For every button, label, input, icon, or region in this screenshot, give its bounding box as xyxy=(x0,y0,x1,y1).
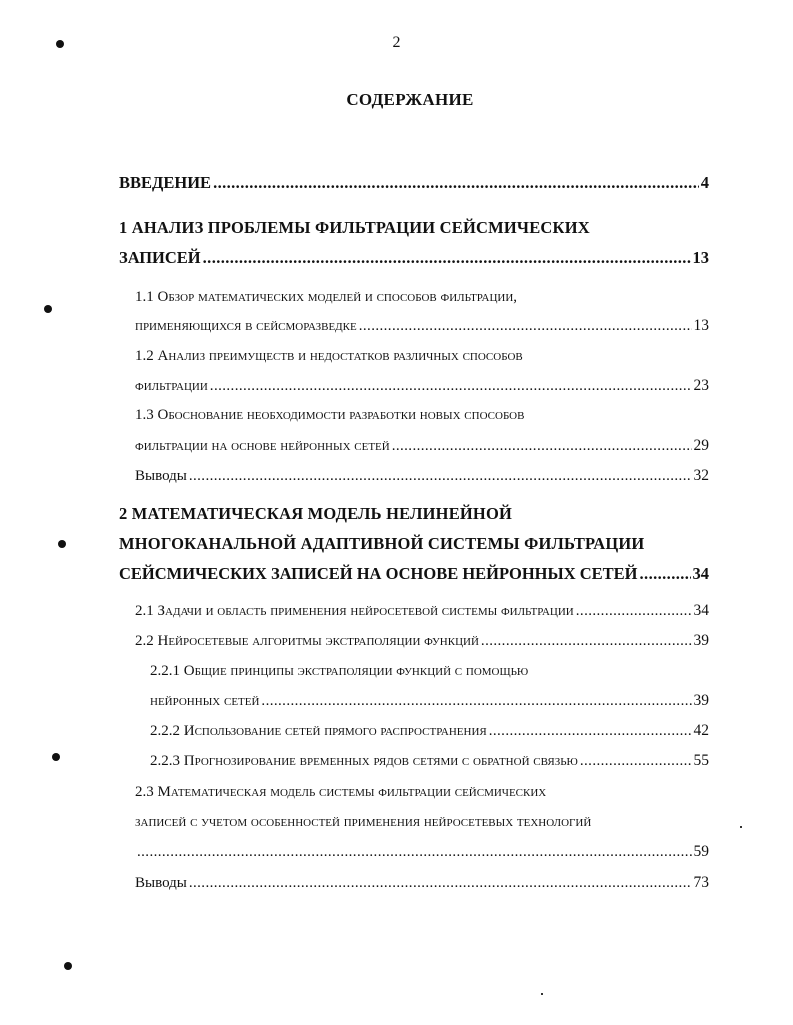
toc-chapter-2-title-line-1[interactable]: 2 МАТЕМАТИЧЕСКАЯ МОДЕЛЬ НЕЛИНЕЙНОЙ xyxy=(119,504,513,523)
toc-page-number: 29 xyxy=(693,437,709,454)
toc-entry-title: 2.2 Нейросетевые алгоритмы экстраполяции функций xyxy=(135,633,479,649)
binding-hole-mark xyxy=(64,962,72,970)
toc-entry-section-2-2-3[interactable] xyxy=(150,746,709,776)
toc-page-number: 13 xyxy=(693,317,709,334)
toc-entry-title: СЕЙСМИЧЕСКИХ ЗАПИСЕЙ НА ОСНОВЕ НЕЙРОННЫХ СЕТЕЙ xyxy=(119,564,638,583)
toc-entry-title: фильтрации на основе нейронных сетей xyxy=(135,438,390,454)
toc-section-2-3-title-line-2[interactable]: записей с учетом особенностей применения нейросетевых технологий xyxy=(135,814,592,830)
binding-hole-mark xyxy=(52,753,60,761)
toc-page-number: 59 xyxy=(693,843,709,860)
toc-page-number: 42 xyxy=(693,722,709,739)
toc-entry-title: Выводы xyxy=(135,875,187,891)
toc-chapter-1-title[interactable]: 1 АНАЛИЗ ПРОБЛЕМЫ ФИЛЬТРАЦИИ СЕЙСМИЧЕСКИХ xyxy=(119,218,590,237)
toc-page-number: 32 xyxy=(693,467,709,484)
toc-section-1-1-title[interactable]: 1.1 Обзор математических моделей и способов фильтрации, xyxy=(135,289,518,305)
toc-entry-chapter-1-conclusions[interactable] xyxy=(135,461,709,491)
toc-entry-title: Выводы xyxy=(135,468,187,484)
toc-chapter-2-title-line-2[interactable]: МНОГОКАНАЛЬНОЙ АДАПТИВНОЙ СИСТЕМЫ ФИЛЬТРАЦИИ xyxy=(119,534,645,553)
toc-page-number: 4 xyxy=(700,173,709,192)
toc-page-number: 34 xyxy=(692,564,709,583)
toc-entry-title: ВВЕДЕНИЕ xyxy=(119,173,212,192)
toc-section-2-3-title-line-1[interactable]: 2.3 Математическая модель системы фильтрации сейсмических xyxy=(135,784,547,800)
toc-page-number: 13 xyxy=(692,248,709,267)
dot-leader xyxy=(481,626,692,656)
toc-section-1-2-title[interactable]: 1.2 Анализ преимуществ и недостатков различных способов xyxy=(135,348,523,364)
toc-entry-title: фильтрации xyxy=(135,378,208,394)
toc-entry-section-1-3[interactable] xyxy=(135,431,709,461)
toc-page-number: 39 xyxy=(693,692,709,709)
dot-leader xyxy=(213,168,699,198)
toc-entry-title: 2.1 Задачи и область применения нейросетевой системы фильтрации xyxy=(135,603,574,619)
dot-leader xyxy=(392,431,692,461)
toc-section-1-3-title[interactable]: 1.3 Обоснование необходимости разработки новых способов xyxy=(135,407,525,423)
toc-page-number: 39 xyxy=(693,632,709,649)
toc-entry-section-1-1[interactable] xyxy=(135,311,709,341)
scan-speck xyxy=(541,993,543,995)
toc-entry-section-2-3[interactable] xyxy=(135,837,709,867)
toc-entry-chapter-2[interactable] xyxy=(119,559,709,589)
toc-entry-section-2-2[interactable] xyxy=(135,626,709,656)
dot-leader xyxy=(489,716,692,746)
dot-leader xyxy=(203,243,691,273)
binding-hole-mark xyxy=(58,540,66,548)
toc-entry-title: применяющихся в сейсморазведке xyxy=(135,318,357,334)
toc-entry-chapter-2-conclusions[interactable] xyxy=(135,868,709,898)
toc-section-2-2-1-title[interactable]: 2.2.1 Общие принципы экстраполяции функций с помощью xyxy=(150,663,529,679)
toc-page-number: 34 xyxy=(693,602,709,619)
dot-leader xyxy=(137,837,692,867)
toc-entry-section-2-2-2[interactable] xyxy=(150,716,709,746)
toc-page-number: 23 xyxy=(693,377,709,394)
page-number: 2 xyxy=(392,34,401,51)
binding-hole-mark xyxy=(56,40,64,48)
toc-entry-chapter-1[interactable] xyxy=(119,243,709,273)
toc-entry-title: 2.2.2 Использование сетей прямого распространения xyxy=(150,723,487,739)
toc-entry-title: ЗАПИСЕЙ xyxy=(119,248,201,267)
toc-entry-introduction[interactable] xyxy=(119,168,709,198)
binding-hole-mark xyxy=(44,305,52,313)
toc-entry-section-2-1[interactable] xyxy=(135,596,709,626)
scan-speck xyxy=(740,826,742,828)
toc-page-number: 55 xyxy=(693,752,709,769)
dot-leader xyxy=(359,311,692,341)
dot-leader xyxy=(189,461,692,491)
dot-leader xyxy=(261,686,691,716)
page-title: СОДЕРЖАНИЕ xyxy=(346,90,474,109)
dot-leader xyxy=(580,746,692,776)
dot-leader xyxy=(210,371,692,401)
toc-entry-section-1-2[interactable] xyxy=(135,371,709,401)
toc-entry-title: 2.2.3 Прогнозирование временных рядов сетями с обратной связью xyxy=(150,753,578,769)
toc-entry-section-2-2-1[interactable] xyxy=(150,686,709,716)
dot-leader xyxy=(576,596,692,626)
dot-leader xyxy=(640,559,691,589)
toc-entry-title: нейронных сетей xyxy=(150,693,260,709)
dot-leader xyxy=(189,868,692,898)
toc-page-number: 73 xyxy=(693,874,709,891)
